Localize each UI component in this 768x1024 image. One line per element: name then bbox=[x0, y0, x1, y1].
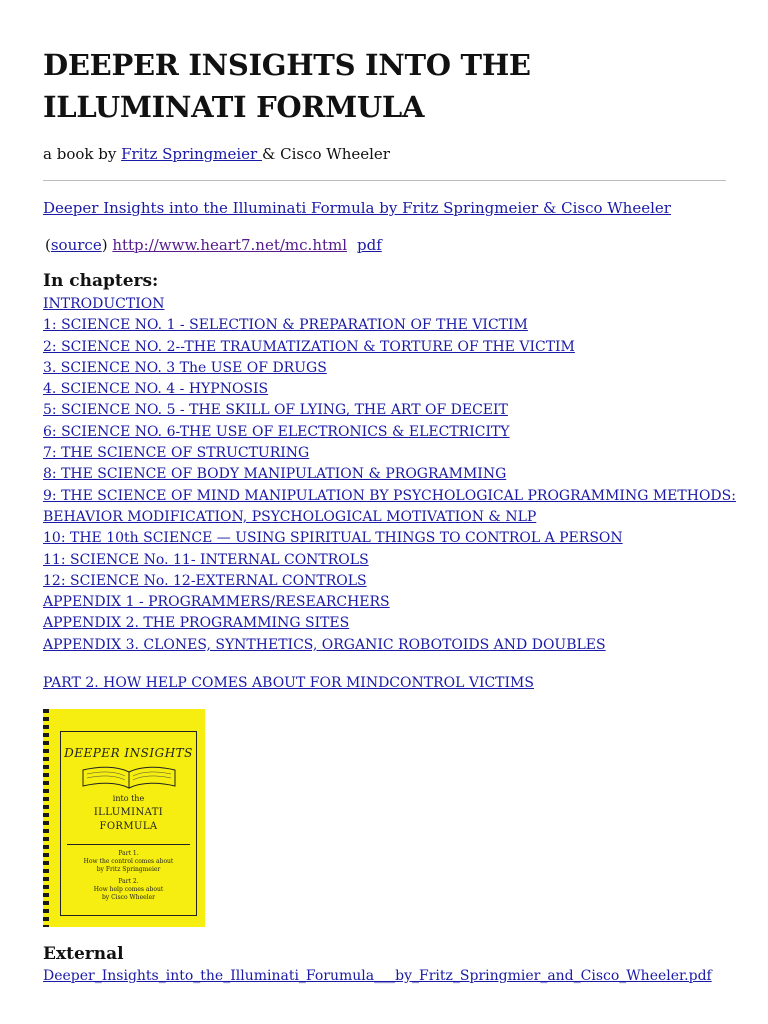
chapter-link[interactable]: APPENDIX 3. CLONES, SYNTHETICS, ORGANIC ROBOTOIDS AND DOUBLES bbox=[43, 636, 606, 653]
chapter-link[interactable]: BEHAVIOR MODIFICATION, PSYCHOLOGICAL MOTIVATION & NLP bbox=[43, 508, 537, 525]
chapters-heading: In chapters: bbox=[43, 271, 159, 291]
divider bbox=[43, 180, 726, 181]
cover-part1 bbox=[61, 850, 196, 874]
list-item bbox=[43, 528, 726, 549]
pdf-link[interactable]: pdf bbox=[357, 236, 382, 254]
list-item bbox=[43, 294, 726, 315]
author-link[interactable]: Fritz Springmeier bbox=[121, 145, 262, 163]
part2-row bbox=[43, 673, 534, 693]
list-item bbox=[43, 486, 736, 507]
cover-title-line2: ILLUMINATI bbox=[93, 807, 164, 818]
chapter-link[interactable]: 10: THE 10th SCIENCE — USING SPIRITUAL THINGS TO CONTROL A PERSON bbox=[43, 530, 623, 547]
list-item bbox=[43, 635, 726, 656]
book-title-link[interactable]: Deeper Insights into the Illuminati Formula by Fritz Springmeier & Cisco Wheeler bbox=[43, 199, 671, 217]
chapter-link[interactable]: 7: THE SCIENCE OF STRUCTURING bbox=[43, 445, 310, 462]
source-open-paren: ( bbox=[45, 236, 51, 254]
source-link[interactable]: source bbox=[50, 236, 102, 254]
chapter-link[interactable]: 1: SCIENCE NO. 1 - SELECTION & PREPARATION OF THE VICTIM bbox=[43, 317, 528, 334]
list-item bbox=[43, 358, 726, 379]
list-item bbox=[43, 592, 726, 613]
list-item bbox=[43, 571, 726, 592]
cover-part1-line1: How the control comes about bbox=[83, 858, 174, 865]
chapter-link[interactable]: 11: SCIENCE No. 11- INTERNAL CONTROLS bbox=[43, 551, 369, 568]
chapter-link[interactable]: 4. SCIENCE NO. 4 - HYPNOSIS bbox=[43, 381, 269, 398]
list-item bbox=[43, 379, 726, 400]
list-item bbox=[43, 550, 726, 571]
external-heading: External bbox=[43, 944, 124, 964]
cover-title-line3: FORMULA bbox=[99, 821, 158, 832]
list-item bbox=[43, 400, 726, 421]
chapter-link[interactable]: APPENDIX 1 - PROGRAMMERS/RESEARCHERS bbox=[43, 594, 390, 611]
spiral-binding bbox=[43, 709, 49, 927]
list-item bbox=[43, 507, 726, 528]
part2-link[interactable]: PART 2. HOW HELP COMES ABOUT FOR MINDCONTROL VICTIMS bbox=[43, 675, 534, 691]
cover-part2-heading: Part 2. bbox=[118, 878, 139, 885]
main-link-row bbox=[43, 198, 671, 218]
cover-title-line1: DEEPER INSIGHTS bbox=[64, 746, 193, 760]
list-item bbox=[43, 464, 726, 485]
book-cover-image bbox=[43, 709, 205, 927]
cover-part2-line2: by Cisco Wheeler bbox=[101, 894, 156, 901]
byline-suffix: & Cisco Wheeler bbox=[261, 145, 390, 163]
chapter-link[interactable]: 5: SCIENCE NO. 5 - THE SKILL OF LYING, THE ART OF DECEIT bbox=[43, 402, 508, 419]
cover-frame bbox=[60, 731, 197, 916]
list-item bbox=[43, 337, 726, 358]
chapter-link[interactable]: APPENDIX 2. THE PROGRAMMING SITES bbox=[43, 615, 350, 632]
byline-prefix: a book by bbox=[43, 145, 122, 163]
list-item bbox=[43, 422, 726, 443]
cover-into: into the bbox=[112, 794, 145, 803]
page-title: DEEPER INSIGHTS INTO THE ILLUMINATI FORMULA bbox=[43, 48, 531, 124]
open-book-icon bbox=[79, 762, 179, 792]
cover-part1-line2: by Fritz Springmeier bbox=[96, 866, 161, 873]
list-item bbox=[43, 315, 726, 336]
chapter-link[interactable]: 12: SCIENCE No. 12-EXTERNAL CONTROLS bbox=[43, 572, 367, 589]
external-pdf-link[interactable]: Deeper_Insights_into_the_Illuminati_Forumula___by_Fritz_Springmier_and_Cisco_Wheeler.pdf bbox=[43, 968, 712, 984]
list-item bbox=[43, 613, 726, 634]
chapter-link[interactable]: 8: THE SCIENCE OF BODY MANIPULATION & PROGRAMMING bbox=[43, 466, 507, 483]
chapter-link[interactable]: 6: SCIENCE NO. 6-THE USE OF ELECTRONICS & ELECTRICITY bbox=[43, 423, 510, 440]
chapter-list bbox=[43, 294, 736, 656]
cover-part2 bbox=[61, 878, 196, 902]
chapter-link[interactable]: 2: SCIENCE NO. 2--THE TRAUMATIZATION & TORTURE OF THE VICTIM bbox=[43, 338, 575, 355]
chapter-link[interactable]: 9: THE SCIENCE OF MIND MANIPULATION BY PSYCHOLOGICAL PROGRAMMING METHODS: bbox=[43, 487, 736, 504]
chapter-link[interactable]: 3. SCIENCE NO. 3 The USE OF DRUGS bbox=[43, 359, 327, 376]
cover-rule bbox=[67, 844, 190, 845]
list-item bbox=[43, 443, 726, 464]
cover-part1-heading: Part 1. bbox=[118, 850, 139, 857]
source-close-paren: ) bbox=[101, 236, 113, 254]
heart7-url-link[interactable]: http://www.heart7.net/mc.html bbox=[112, 236, 348, 254]
byline bbox=[43, 144, 390, 164]
source-line bbox=[45, 235, 382, 255]
chapter-link[interactable]: INTRODUCTION bbox=[43, 296, 165, 312]
external-link-row bbox=[43, 966, 712, 986]
cover-title-block bbox=[61, 806, 196, 834]
cover-part2-line1: How help comes about bbox=[93, 886, 164, 893]
